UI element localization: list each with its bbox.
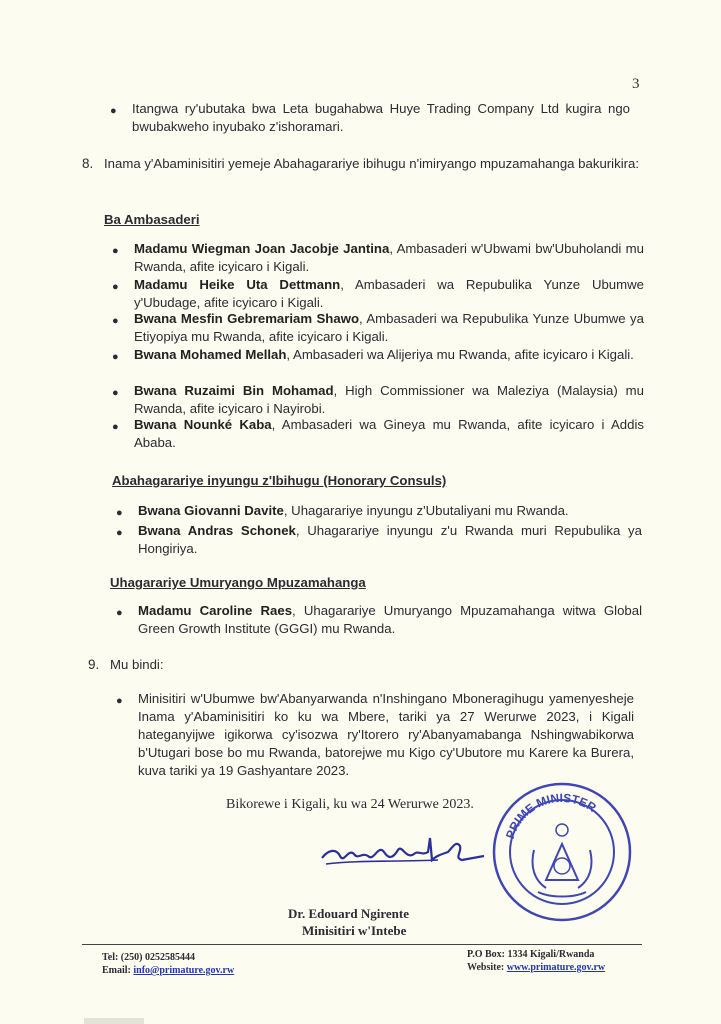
list-item-text (134, 382, 644, 418)
item-number: 8. (82, 156, 94, 171)
signer-block (288, 905, 409, 939)
bullet-icon: ● (112, 245, 119, 257)
person-name: Bwana Andras Schonek (138, 523, 296, 538)
list-item-text (134, 416, 644, 452)
person-details: , Ambasaderi wa Gineya mu Rwanda, afite icyicaro i Addis Ababa. (134, 417, 644, 450)
list-item (112, 276, 644, 312)
person-name: Bwana Mesfin Gebremariam Shawo (134, 311, 360, 326)
bullet-icon: ● (116, 527, 123, 539)
bullet-icon: ● (112, 351, 119, 363)
signature-date-line: Bikorewe i Kigali, ku wa 24 Werurwe 2023. (226, 797, 474, 812)
bullet-icon: ● (110, 105, 117, 117)
scan-artifact (84, 1018, 144, 1024)
person-details: , Ambasaderi w'Ubwami bw'Ubuholandi mu Rwanda, afite icyicaro i Kigali. (134, 241, 644, 274)
item-number: 9. (88, 657, 100, 672)
bullet-icon: ● (112, 315, 119, 327)
person-details: , Uhagarariye inyungu z'Ubutaliyani mu Rwanda. (283, 503, 569, 518)
footer-email-label: Email: (102, 965, 134, 976)
list-item (112, 382, 644, 418)
list-item (112, 310, 644, 346)
person-details: , Ambasaderi wa Repubulika Yunze Ubumwe y'Ubudage, afite icyicaro i Kigali. (134, 277, 644, 310)
person-name: Bwana Nounké Kaba (134, 417, 272, 432)
list-item-text (134, 346, 644, 364)
footer-divider (82, 944, 642, 945)
section-title-org: Uhagarariye Umuryango Mpuzamahanga (110, 575, 366, 590)
list-item-text (138, 602, 642, 638)
bullet-icon: ● (116, 695, 123, 707)
footer-website-label: Website: (467, 962, 507, 973)
list-item (110, 100, 630, 136)
person-name: Madamu Wiegman Joan Jacobje Jantina (134, 241, 390, 256)
person-details: , Ambasaderi wa Alijeriya mu Rwanda, afite icyicaro i Kigali. (286, 347, 634, 362)
person-name: Bwana Ruzaimi Bin Mohamad (134, 383, 334, 398)
person-details: , Ambasaderi wa Repubulika Yunze Ubumwe ya Etiyopiya mu Rwanda, afite icyicaro i Kigali. (134, 311, 644, 344)
list-item-text: Minisitiri w'Ubumwe bw'Abanyarwanda n'Inshingano Mboneragihugu yamenyesheje Inama y'Abaminisitiri ko ku wa Mbere, tariki ya 27 Werurwe 2023, i Kigali hateganyijwe igikorwa cy'isozwa ry'Itorero ry'Abanyamabanga Nshingwabikorwa b'Utugari bose bo mu Rwanda, batorejwe mu Kigo cy'Ubutore mu Karere ka Burera, kuva tariki ya 19 Gashyantare 2023. (138, 691, 634, 778)
person-details: , Uhagarariye Umuryango Mpuzamahanga witwa Global Green Growth Institute (GGGI) mu Rwanda. (138, 603, 643, 636)
list-item-text (138, 522, 642, 558)
list-item (112, 416, 644, 452)
person-name: Madamu Heike Uta Dettmann (134, 277, 341, 292)
bullet-icon: ● (112, 387, 119, 399)
item-text: Inama y'Abaminisitiri yemeje Abahagarariye ibihugu n'imiryango mpuzamahanga bakurikira: (104, 156, 640, 171)
list-item-text (134, 310, 644, 346)
signer-name: Dr. Edouard Ngirente (288, 906, 409, 921)
list-item (116, 522, 642, 558)
person-name: Bwana Giovanni Davite (138, 503, 284, 518)
bullet-icon: ● (112, 281, 119, 293)
list-item-text (134, 276, 644, 312)
bullet-icon: ● (116, 607, 123, 619)
section-title-consuls: Abahagarariye inyungu z'Ibihugu (Honorary Consuls) (112, 473, 447, 488)
list-item (116, 502, 642, 520)
footer-pobox: P.O Box: 1334 Kigali/Rwanda (467, 949, 595, 960)
list-item (116, 690, 634, 780)
list-item (116, 602, 642, 638)
footer-contact-left (102, 951, 234, 977)
footer-website-link[interactable]: www.primature.gov.rw (506, 962, 606, 973)
footer-contact-right (467, 948, 605, 974)
footer-tel: Tel: (250) 0252585444 (102, 952, 195, 963)
prime-minister-seal (490, 780, 635, 925)
section-title-ambassadors: Ba Ambasaderi (104, 212, 200, 227)
page-number: 3 (632, 76, 640, 92)
list-item-text: Itangwa ry'ubutaka bwa Leta bugahabwa Huye Trading Company Ltd kugira ngo bwubakweho inyubako z'ishoramari. (132, 101, 630, 134)
list-item-text (134, 240, 644, 276)
person-name: Madamu Caroline Raes (138, 603, 293, 618)
bullet-icon: ● (112, 421, 119, 433)
svg-text:PRIME MINISTER: PRIME MINISTER (503, 790, 599, 841)
list-item (112, 346, 644, 364)
bullet-icon: ● (116, 507, 123, 519)
person-details: , High Commissioner wa Maleziya (Malaysia) mu Rwanda, afite icyicaro i Nayirobi. (134, 383, 644, 416)
person-name: Bwana Mohamed Mellah (134, 347, 287, 362)
signature-image (318, 830, 488, 880)
list-item (112, 240, 644, 276)
item-title: Mu bindi: (110, 657, 164, 672)
list-item-text (138, 502, 642, 520)
footer-email-link[interactable]: info@primature.gov.rw (133, 965, 235, 976)
signer-title: Minisitiri w'Intebe (302, 923, 407, 938)
person-details: , Uhagarariye inyungu z'u Rwanda muri Repubulika ya Hongiriya. (138, 523, 642, 556)
